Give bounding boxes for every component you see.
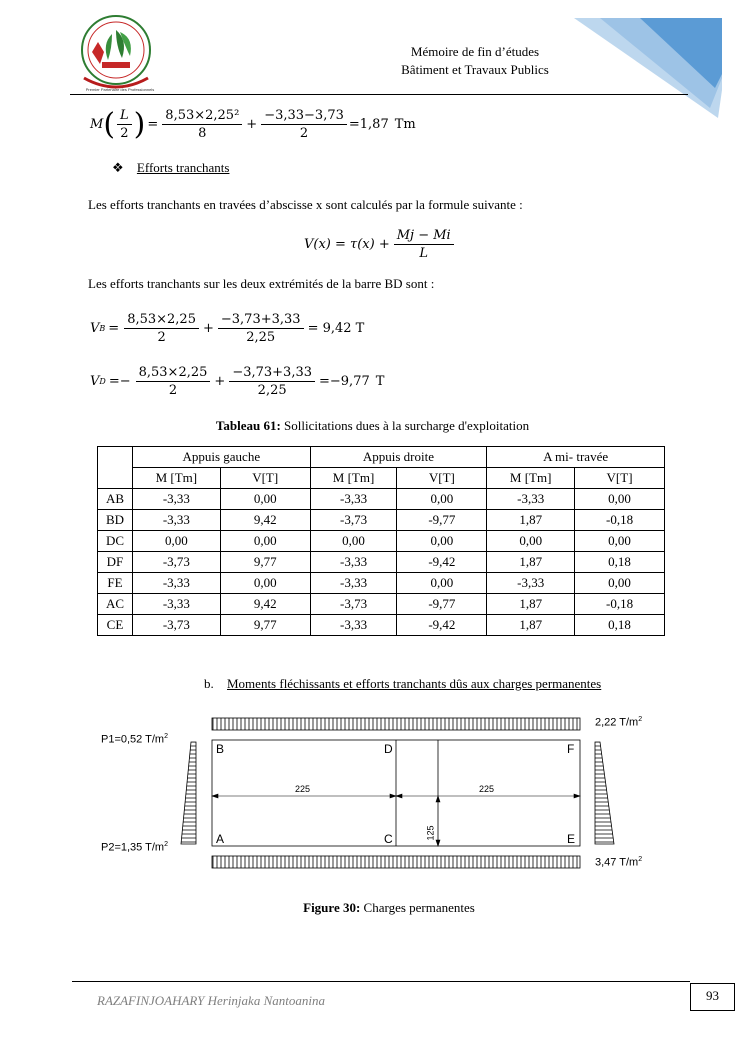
table-group-header: Appuis droite <box>310 447 487 468</box>
table-cell: -3,33 <box>310 573 397 594</box>
table-cell: 0,18 <box>575 552 665 573</box>
eq-vb-result: = 9,42 T <box>307 321 365 336</box>
table-cell: -9,42 <box>397 615 487 636</box>
figure-caption <box>0 900 745 916</box>
equation-vb: V B = $\frac{8,53\times 2,25}{2}$ + $\frac{-3,73+3,33}{2,25}$ = 9,42 T <box>90 312 365 345</box>
equation-vd: V D =− $\frac{8,53\times 2,25}{2}$ + $\frac{-3,73+3,33}{2,25}$ =−9,77 T <box>90 365 385 398</box>
node-c: C <box>384 832 393 846</box>
table-cell: -3,33 <box>487 489 575 510</box>
table-cell: 0,00 <box>487 531 575 552</box>
formula-v-lhs: V(x) = τ(x) + <box>304 237 390 252</box>
eq-m-unit: Tm <box>394 117 416 132</box>
table-cell: 9,77 <box>220 615 310 636</box>
table-subheader-row <box>98 468 665 489</box>
table-cell: 0,00 <box>575 489 665 510</box>
label-p1-text: P1=0,52 T/m <box>101 733 165 746</box>
footer-author: RAZAFINJOAHARY Herinjaka Nantoanina <box>97 993 325 1008</box>
table-cell: -9,77 <box>397 510 487 531</box>
header-title-line2: Bâtiment et Travaux Publics <box>401 62 549 77</box>
table-corner-cell <box>98 447 133 489</box>
table-cell: -3,73 <box>310 510 397 531</box>
label-bottom-load-exp: 2 <box>638 856 643 863</box>
logo-caption: Premier Partenaire des Professionnels <box>85 87 155 92</box>
eq-vd-frac1-num: 8,53×2,25 <box>136 365 211 382</box>
table-cell-bar: BD <box>98 510 133 531</box>
eq-m-lhs-den: 2 <box>120 126 129 141</box>
table-cell-bar: CE <box>98 615 133 636</box>
table-cell: 1,87 <box>487 552 575 573</box>
table-cell: -9,42 <box>397 552 487 573</box>
header-rule <box>70 94 688 95</box>
node-b: B <box>216 742 225 756</box>
table-cell: 9,77 <box>220 552 310 573</box>
label-p2-text: P2=1,35 T/m <box>101 841 165 854</box>
table-subheader: M [Tm] <box>310 468 397 489</box>
node-f: F <box>567 742 575 756</box>
header-logo <box>72 12 160 92</box>
eq-m-result: =1,87 <box>348 117 389 132</box>
table-cell: -3,33 <box>487 573 575 594</box>
label-bottom-load <box>595 856 642 869</box>
table-cell: -3,33 <box>132 594 220 615</box>
eq-m-frac2-den: 2 <box>299 126 309 141</box>
table-cell: 0,00 <box>220 531 310 552</box>
table-group-header-row <box>98 447 665 468</box>
table-cell: -3,73 <box>310 594 397 615</box>
table-cell: -3,33 <box>132 489 220 510</box>
eq-m-frac2-num: −3,33−3,73 <box>261 108 347 125</box>
table-row <box>98 573 665 594</box>
table-row <box>98 510 665 531</box>
paragraph-bd-intro: Les efforts tranchants sur les deux extrémités de la barre BD sont : <box>88 276 435 291</box>
table-cell: 0,18 <box>575 615 665 636</box>
table-cell: 0,00 <box>397 531 487 552</box>
table-cell: -0,18 <box>575 510 665 531</box>
table-cell-bar: AB <box>98 489 133 510</box>
sollicitations-table <box>97 446 665 636</box>
label-top-load <box>595 716 642 729</box>
formula-v-num: Mj − Mi <box>394 228 454 245</box>
table-row <box>98 552 665 573</box>
table-cell: 1,87 <box>487 594 575 615</box>
eq-m-frac1-num: 8,53×2,25² <box>162 108 242 125</box>
frame-structure <box>212 740 580 846</box>
table-cell: -3,73 <box>132 552 220 573</box>
table-group-header: A mi- travée <box>487 447 665 468</box>
left-trapezoid-load <box>181 742 196 844</box>
eq-vd-frac2-den: 2,25 <box>257 383 287 398</box>
dim-left-label: 225 <box>295 784 311 794</box>
label-p2 <box>101 841 168 854</box>
table-row <box>98 594 665 615</box>
formula-v <box>304 228 456 261</box>
eq-m-frac1-den: 8 <box>198 126 207 141</box>
eq-vb-frac2-num: −3,73+3,33 <box>218 312 304 329</box>
section-b-heading <box>204 676 601 692</box>
table-cell: 0,00 <box>310 531 397 552</box>
table-cell: 1,87 <box>487 615 575 636</box>
table-cell: -3,33 <box>310 615 397 636</box>
table-subheader: M [Tm] <box>132 468 220 489</box>
eq-vb-frac2-den: 2,25 <box>246 330 276 345</box>
table-cell: 9,42 <box>220 510 310 531</box>
table-row <box>98 615 665 636</box>
table-cell: 1,87 <box>487 510 575 531</box>
section-b-title: Moments fléchissants et efforts tranchants dûs aux charges permanentes <box>227 676 602 691</box>
table-cell: -0,18 <box>575 594 665 615</box>
table-caption-label: Tableau 61: <box>215 418 281 433</box>
eq-vd-frac2-num: −3,73+3,33 <box>229 365 315 382</box>
label-top-load-exp: 2 <box>638 716 643 723</box>
dim-right-label: 225 <box>479 784 495 794</box>
table-cell: -3,73 <box>132 615 220 636</box>
section-efforts-title: Efforts tranchants <box>136 160 230 175</box>
table-caption-text: Sollicitations dues à la surcharge d'exploitation <box>280 418 530 433</box>
figure-charges-permanentes <box>95 712 655 882</box>
section-efforts-heading <box>112 160 229 176</box>
node-d: D <box>384 742 393 756</box>
table-row <box>98 531 665 552</box>
dim-height-label: 125 <box>425 825 436 841</box>
table-subheader: M [Tm] <box>487 468 575 489</box>
node-e: E <box>567 832 576 846</box>
table-cell-bar: FE <box>98 573 133 594</box>
table-cell: 0,00 <box>397 489 487 510</box>
table-cell: -9,77 <box>397 594 487 615</box>
table-cell: 0,00 <box>575 531 665 552</box>
equation-moment: M ( $\frac{L}{2}$ ) = $\frac{\text{8,53×2,25²}}{8}$ + $\frac{-3,33-3,73}{2}$ =1,87 Tm <box>90 106 416 142</box>
label-bottom-load-text: 3,47 T/m <box>595 856 639 869</box>
table-cell: -3,33 <box>132 510 220 531</box>
table-cell: -3,33 <box>310 489 397 510</box>
table-cell: 0,00 <box>132 531 220 552</box>
diamond-bullet-icon: ❖ <box>112 160 124 175</box>
table-cell: 0,00 <box>220 573 310 594</box>
eq-vb-label: V <box>90 321 100 336</box>
table-subheader: V[T] <box>575 468 665 489</box>
paragraph-formula-intro: Les efforts tranchants en travées d’abscisse x sont calculés par la formule suivante : <box>88 197 523 212</box>
table-caption <box>0 418 745 434</box>
table-cell: -3,33 <box>132 573 220 594</box>
eq-vb-frac1-den: 2 <box>157 330 166 345</box>
bottom-load-block <box>212 856 580 868</box>
page-number: 93 <box>690 983 735 1011</box>
label-p1 <box>101 733 168 746</box>
table-cell: 0,00 <box>220 489 310 510</box>
table-cell: 0,00 <box>575 573 665 594</box>
table-group-header: Appuis gauche <box>132 447 310 468</box>
eq-vb-sub: B <box>99 324 106 333</box>
formula-v-den: L <box>419 246 429 261</box>
table-cell-bar: DF <box>98 552 133 573</box>
table-cell-bar: AC <box>98 594 133 615</box>
table-cell-bar: DC <box>98 531 133 552</box>
eq-vd-result: =−9,77 <box>319 374 370 389</box>
eq-m-symbol: M <box>90 117 104 132</box>
eq-vd-frac1-den: 2 <box>168 383 178 398</box>
header-title-line1: Mémoire de fin d’études <box>410 44 540 59</box>
eq-vd-unit: T <box>375 374 385 389</box>
section-b-prefix: b. <box>204 676 214 691</box>
figure-caption-text: Charges permanentes <box>360 900 475 915</box>
table-subheader: V[T] <box>220 468 310 489</box>
table-cell: -3,33 <box>310 552 397 573</box>
figure-caption-label: Figure 30: <box>303 900 361 915</box>
header-corner-decoration <box>560 18 725 128</box>
top-load-block <box>212 718 580 730</box>
label-top-load-text: 2,22 T/m <box>595 716 639 729</box>
table-cell: 9,42 <box>220 594 310 615</box>
node-a: A <box>216 832 225 846</box>
eq-vd-sub: D <box>99 377 106 386</box>
eq-vb-frac1-num: 8,53×2,25 <box>124 312 199 329</box>
table-row <box>98 489 665 510</box>
eq-m-lhs-num: L <box>117 108 132 125</box>
table-cell: 0,00 <box>397 573 487 594</box>
table-subheader: V[T] <box>397 468 487 489</box>
eq-vd-label: V <box>90 374 100 389</box>
footer-rule <box>72 981 690 982</box>
label-p2-exp: 2 <box>164 841 168 848</box>
label-p1-exp: 2 <box>164 733 168 740</box>
right-trapezoid-load <box>595 742 614 844</box>
